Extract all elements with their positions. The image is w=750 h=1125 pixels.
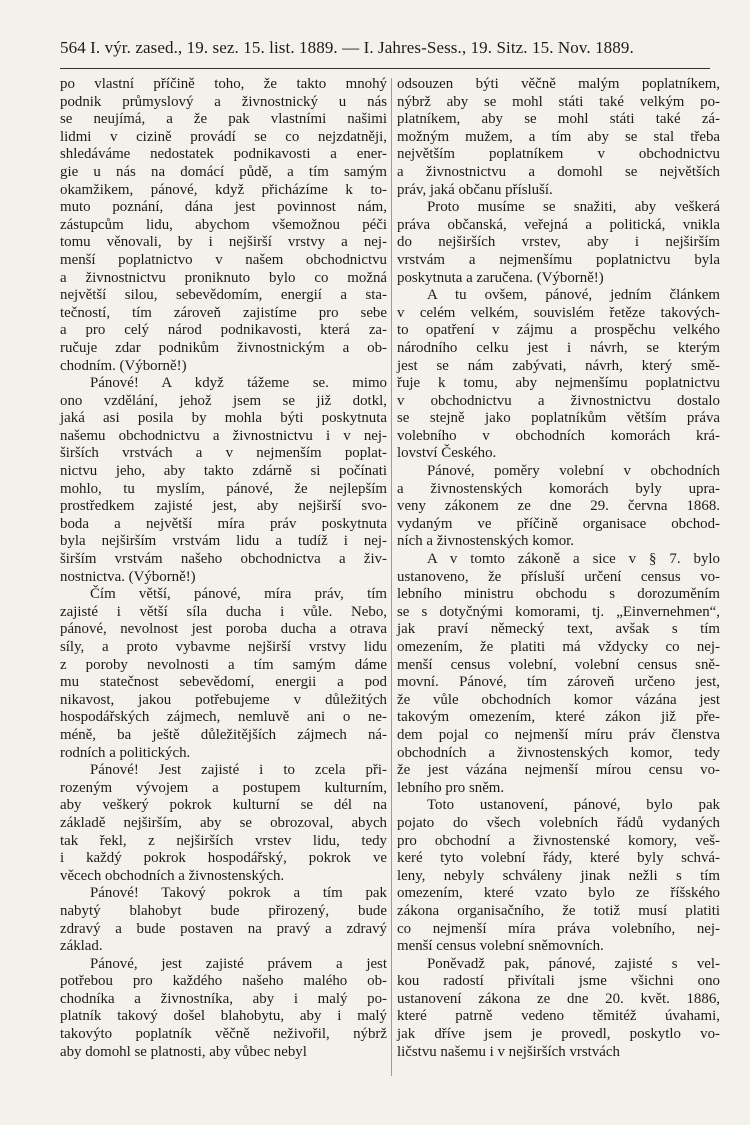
- text-line: pánové, nevolnost jest poroba ducha a otrava: [60, 621, 387, 638]
- paragraph: [60, 885, 387, 955]
- text-line: jak praví německý text, avšak s tím: [397, 621, 720, 638]
- text-line: omezením, které vzato bylo ze říšského: [397, 885, 720, 902]
- text-line: a pro celý národ podnikavosti, která za-: [60, 322, 387, 339]
- text-line: menší poplatnictvo v našem obchodnictvu: [60, 251, 387, 268]
- text-line: a živnostnictvu a domohl se největších: [397, 163, 720, 180]
- text-line: muto poznání, dána jest povinnost nám,: [60, 199, 387, 216]
- text-line: v celém velkém, souvislém řetěze takových-: [397, 304, 720, 321]
- paragraph: [60, 762, 387, 885]
- text-line: movní. Pánové, tím zároveň určeno jest,: [397, 674, 720, 691]
- header-rule: [60, 68, 710, 69]
- text-line: že vůle obchodních komor vázána jest: [397, 691, 720, 708]
- text-line: jaká asi posila by mohla býti poskytnuta: [60, 410, 387, 427]
- text-line: řuje k tomu, aby nejmenšímu poplatnictvu: [397, 375, 720, 392]
- text-line: se neujímá, a že pak vlastními našimi: [60, 111, 387, 128]
- text-line: pojato do všech volebních řádů vydaných: [397, 814, 720, 831]
- text-line: že jest vázána nejmenší mírou censu vo-: [397, 762, 720, 779]
- text-line: Pánové! Takový pokrok a tím pak: [90, 885, 387, 902]
- text-line: nostnictva. (Výborně!): [60, 568, 196, 585]
- text-line: Čím větší, pánové, míra práv, tím: [90, 586, 387, 603]
- text-line: mohlo, tu myslím, pánové, že nejlepším: [60, 480, 387, 497]
- text-line: Proto musíme se snažiti, aby veškerá: [427, 199, 720, 216]
- paragraph: [60, 586, 387, 762]
- text-line: základ.: [60, 938, 103, 955]
- text-line: lebního pro sněm.: [397, 779, 505, 796]
- text-line: rozeným vývojem a postupem kulturním,: [60, 779, 387, 796]
- text-line: do nejširších vrstev, aby i nejširším: [397, 234, 720, 251]
- text-line: poskytnuta a zaručena. (Výborně!): [397, 269, 604, 286]
- text-line: takovým omezením, které zákon již pře-: [397, 709, 720, 726]
- text-line: veny zákonem ze dne 29. června 1868.: [397, 498, 720, 515]
- text-line: z poroby nevolnosti a tím samým dáme: [60, 656, 387, 673]
- text-line: leny, nebyly schváleny jinak nežli s tím: [397, 867, 720, 884]
- text-line: zákona organisačního, že totiž musí platiti: [397, 902, 720, 919]
- text-line: po vlastní příčině toho, že takto mnohý: [60, 76, 387, 92]
- text-line: takovýto poplatník věčně neživořil, nýbrž: [60, 1026, 387, 1043]
- text-line: širším vrstvám našeho obchodnictva a živ-: [60, 551, 387, 568]
- text-line: širších vrstvách a v nejmenším poplat-: [60, 445, 387, 462]
- paragraph: [397, 797, 720, 955]
- text-line: zástupcům lidu, abychom všemožnou péči: [60, 216, 387, 233]
- text-line: nýbrž aby se mohl státi také velkým po-: [397, 93, 720, 110]
- text-line: Pánové, poměry volební v obchodních: [427, 463, 720, 480]
- text-line: aby veškerý pokrok kulturní se dél na: [60, 797, 387, 814]
- page-header: 564 I. výr. zased., 19. sez. 15. list. 1889. — I. Jahres-Sess., 19. Sitz. 15. Nov. 1889.: [60, 38, 634, 57]
- text-line: nabytý blahobyt bude přirozený, bude: [60, 902, 387, 919]
- text-line: keré tyto volební řády, které byly schvá-: [397, 850, 720, 867]
- text-line: největší silou, sebevědomím, energií a sta-: [60, 287, 387, 304]
- paragraph: [60, 76, 387, 375]
- text-line: omezením, že platiti má vždycky co nej-: [397, 639, 720, 655]
- text-line: platníkem, aby se mohl státi také zá-: [397, 111, 720, 128]
- text-line: tečností, tím zároveň zajistíme pro sebe: [60, 304, 387, 321]
- paragraph: [397, 463, 720, 551]
- text-line: zajisté i větší síla ducha i vůle. Nebo,: [60, 603, 387, 620]
- text-line: práva občanská, veřejná a politická, vnikla: [397, 216, 720, 233]
- text-line: se stejně jako poplatníkům větším práva: [397, 410, 720, 427]
- text-line: i každý pokrok hospodářský, pokrok ve: [60, 850, 387, 867]
- text-line: mu statečnost sebevědomí, energii a pod: [60, 674, 387, 691]
- text-line: platník takový došel blahobytu, aby i malý: [60, 1008, 387, 1025]
- text-line: ustanoveno, že přísluší určení census vo-: [397, 568, 720, 585]
- text-line: jak dříve jsem je provedl, poskytlo vo-: [397, 1026, 720, 1043]
- text-line: boda a největší míra práv poskytnuta: [60, 515, 387, 532]
- text-line: lidmi v cizině provádí se co nejzdatněji,: [60, 128, 387, 145]
- paragraph: [60, 956, 387, 1062]
- text-line: základě nejširším, aby se obrozoval, abych: [60, 814, 387, 831]
- text-line: Pánové! A když tážeme se. mimo: [90, 375, 387, 392]
- text-line: chodním. (Výborně!): [60, 357, 187, 374]
- paragraph: [397, 551, 720, 797]
- text-line: pro obchodní a živnostenské komory, veš-: [397, 832, 720, 849]
- text-line: lovství Českého.: [397, 445, 497, 462]
- text-line: byla nejširším vrstvám lidu a tudíž i nej-: [60, 533, 387, 550]
- text-line: nictvu jeho, aby takto zdárně si počínati: [60, 463, 387, 480]
- text-line: věcech obchodních a živnostenských.: [60, 867, 285, 884]
- text-line: zdravý a bude postaven na pravý a zdravý: [60, 920, 387, 937]
- text-line: ličstvu našemu i v nejširších vrstvách: [397, 1043, 620, 1060]
- text-line: Pánové! Jest zajisté i to zcela při-: [90, 762, 387, 779]
- text-line: ustanovení zákona ze dne 20. květ. 1886,: [397, 990, 720, 1007]
- text-line: které patrně vedeno těmitéž úvahami,: [397, 1008, 720, 1025]
- text-line: v obchodnictvu a živnostnictvu dostalo: [397, 392, 720, 409]
- text-line: rodních a politických.: [60, 744, 191, 761]
- text-line: jest se nám zabývati, návrh, který smě-: [397, 357, 720, 374]
- text-line: Toto ustanovení, pánové, bylo pak: [427, 797, 720, 814]
- text-line: chodníka a živnostníka, aby i malý po-: [60, 990, 387, 1007]
- right-column: [397, 76, 720, 1061]
- text-line: možným mužem, a tím aby se stal třeba: [397, 128, 720, 145]
- text-line: tak řekl, z nejširších vrstev lidu, tedy: [60, 832, 387, 849]
- paragraph: [397, 76, 720, 199]
- text-line: se s dotyčnými komorami, tj. „Einvernehmen“,: [397, 603, 720, 620]
- text-line: a živnostenských komorách byly upra-: [397, 480, 720, 497]
- text-line: A tu ovšem, pánové, jedním článkem: [427, 287, 720, 304]
- text-line: tomu věnovali, by i nejširší vrstvy a nej-: [60, 234, 387, 251]
- text-line: gie u nás na domácí půdě, a tím samým: [60, 163, 387, 180]
- text-line: odsouzen býti věčně malým poplatníkem,: [397, 76, 720, 92]
- text-line: shledáváme nedostatek podnikavosti a ener-: [60, 146, 387, 163]
- text-line: síly, a proto vybavme nejširší vrstvy lidu: [60, 639, 387, 655]
- text-line: dem pojal co nejmenší míru práv členstva: [397, 726, 720, 743]
- text-line: a živnostnictvu proniknuto bylo co možná: [60, 269, 387, 286]
- text-line: práv, jaká občanu přísluší.: [397, 181, 553, 198]
- text-line: menší census volební, volební census sně-: [397, 656, 720, 673]
- text-line: volebního v obchodních komorách krá-: [397, 427, 720, 444]
- paragraph: [397, 199, 720, 287]
- text-line: Poněvadž pak, pánové, zajisté s vel-: [427, 955, 720, 972]
- column-divider: [391, 78, 392, 1076]
- text-line: aby domohl se platnosti, aby vůbec nebyl: [60, 1043, 307, 1060]
- text-line: kou radostí přivítali jsme všichni ono: [397, 973, 720, 990]
- text-line: nikavost, jakou potřebujeme v důležitých: [60, 691, 387, 708]
- text-line: to opatření v zájmu a prospěchu velkého: [397, 322, 720, 339]
- text-line: menší census volební sněmovních.: [397, 938, 604, 955]
- text-line: potřebou pro každého našeho malého ob-: [60, 973, 387, 990]
- text-line: okamžikem, pánové, když přicházíme k to-: [60, 181, 387, 198]
- text-line: vydaným ve příčině organisace obchod-: [397, 515, 720, 532]
- left-column: [60, 76, 387, 1061]
- text-line: ních a živnostenských komor.: [397, 533, 575, 550]
- text-line: prostředkem zajisté jest, aby nejširší svo-: [60, 498, 387, 515]
- text-line: co nejmenší míra práva volebního, nej-: [397, 920, 720, 937]
- text-line: lebního ministru obchodu s dorozuměním: [397, 586, 720, 603]
- paragraph: [60, 375, 387, 586]
- text-line: podnik průmyslový a živnostnický u nás: [60, 93, 387, 110]
- paragraph: [397, 956, 720, 1062]
- text-line: obchodních a živnostenských komor, tedy: [397, 744, 720, 761]
- text-line: Pánové, jest zajisté právem a jest: [90, 955, 387, 972]
- text-line: našemu obchodnictvu a živnostnictvu i v nej-: [60, 427, 387, 444]
- text-line: hospodářských zájmech, nemluvě ani o ne-: [60, 709, 387, 726]
- text-line: A v tomto zákoně a sice v § 7. bylo: [427, 551, 720, 568]
- text-line: ono vzdělání, jehož jsem se již dotkl,: [60, 392, 387, 409]
- text-line: méně, ba ještě důležitějších zájmech ná-: [60, 726, 387, 743]
- text-line: vrstvám a nejmenšímu poplatnictvu byla: [397, 251, 720, 268]
- text-line: ručuje zdar podnikům živnostnickým a ob-: [60, 339, 387, 356]
- paragraph: [397, 287, 720, 463]
- text-line: národního celku jest i návrh, se kterým: [397, 339, 720, 356]
- text-line: největším poplatníkem v obchodnictvu: [397, 146, 720, 163]
